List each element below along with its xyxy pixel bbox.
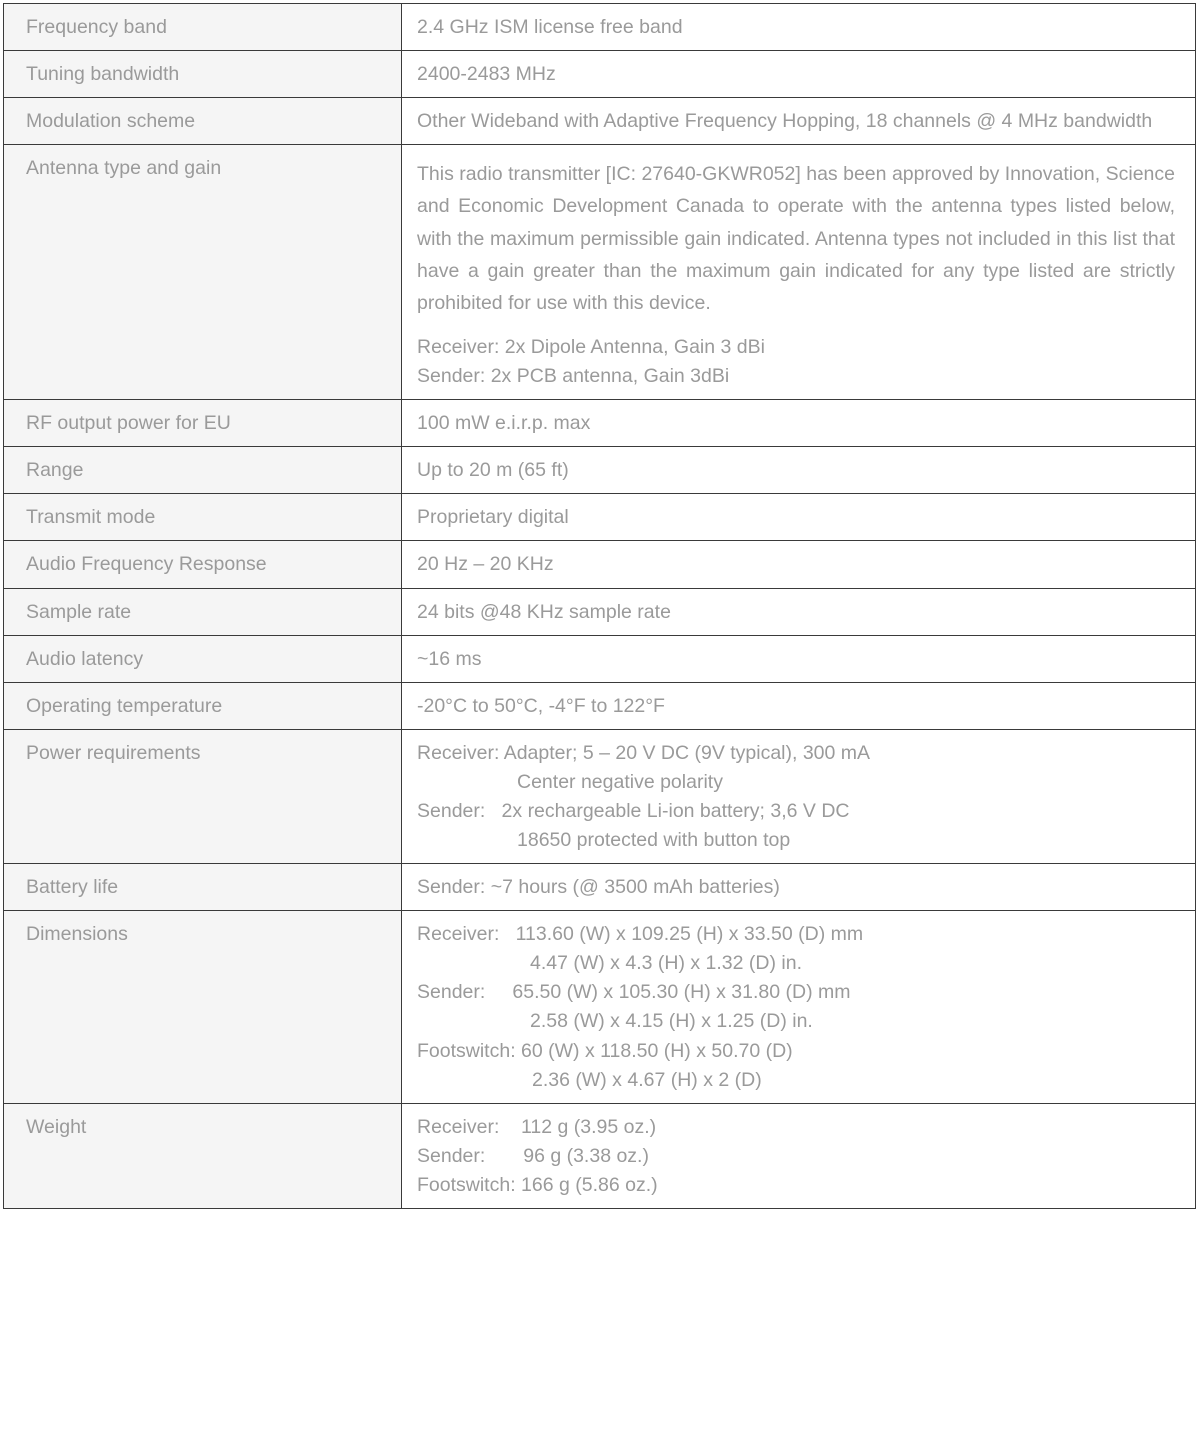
spec-label-cell	[4, 1103, 402, 1208]
spec-value-cell	[402, 98, 1196, 145]
table-row	[4, 682, 1196, 729]
spec-value-cell	[402, 145, 1196, 400]
table-row	[4, 400, 1196, 447]
spec-value-line: -20°C to 50°C, -4°F to 122°F	[417, 694, 665, 717]
spec-value-line: Up to 20 m (65 ft)	[417, 459, 569, 482]
spec-label-cell	[4, 729, 402, 863]
table-row	[4, 1103, 1196, 1208]
spec-value-cell	[402, 729, 1196, 863]
spec-value-line: Receiver: Adapter; 5 – 20 V DC (9V typical), 300 mA	[417, 741, 871, 764]
specifications-table-body	[4, 4, 1196, 1209]
spec-value-line: 2400-2483 MHz	[417, 63, 556, 86]
spec-label: Antenna type and gain	[26, 157, 222, 180]
spec-label-cell	[4, 541, 402, 588]
spec-label-cell	[4, 98, 402, 145]
spec-value-line: Receiver: 2x Dipole Antenna, Gain 3 dBi	[417, 336, 765, 359]
spec-value-line: Footswitch: 60 (W) x 118.50 (H) x 50.70 (D)	[417, 1039, 793, 1062]
spec-label: Battery life	[26, 876, 119, 899]
spec-value-line: Center negative polarity	[517, 770, 723, 793]
spec-value-cell	[402, 51, 1196, 98]
spec-value-cell	[402, 911, 1196, 1103]
spec-value-line: Sender: 65.50 (W) x 105.30 (H) x 31.80 (D) mm	[417, 981, 851, 1004]
spec-label-cell	[4, 635, 402, 682]
table-row	[4, 588, 1196, 635]
spec-label: Weight	[26, 1115, 87, 1138]
spec-label: Audio Frequency Response	[26, 553, 267, 576]
spec-value-line: Sender: 96 g (3.38 oz.)	[417, 1144, 649, 1167]
spec-label-cell	[4, 911, 402, 1103]
spec-value-line: Sender: 2x PCB antenna, Gain 3dBi	[417, 365, 730, 388]
spec-value-line: 2.58 (W) x 4.15 (H) x 1.25 (D) in.	[530, 1010, 813, 1033]
spec-label-cell	[4, 400, 402, 447]
spec-value-cell	[402, 494, 1196, 541]
table-row	[4, 635, 1196, 682]
spec-label: Dimensions	[26, 923, 128, 946]
spec-label: Power requirements	[26, 741, 201, 764]
spec-value-line: 20 Hz – 20 KHz	[417, 553, 554, 576]
table-row	[4, 447, 1196, 494]
spec-label-cell	[4, 494, 402, 541]
table-row	[4, 494, 1196, 541]
spec-value-cell	[402, 447, 1196, 494]
spec-value-line: Sender: 2x rechargeable Li-ion battery; 3,6 V DC	[417, 799, 850, 822]
table-row	[4, 729, 1196, 863]
spec-value-paragraph: This radio transmitter [IC: 27640-GKWR052] has been approved by Innovation, Science and Economic Development Canada to operate with the antenna types listed below, with the maximum permissible gain indicated. Antenna types not included in this list that have a gain greater than the maximum gain indicated for any type listed are strictly prohibited for use with this device.	[417, 163, 1175, 314]
spec-value-line: 24 bits @48 KHz sample rate	[417, 600, 671, 623]
table-row	[4, 864, 1196, 911]
spec-label: Operating temperature	[26, 694, 223, 717]
spec-label-cell	[4, 447, 402, 494]
spec-value-line: 2.36 (W) x 4.67 (H) x 2 (D)	[532, 1068, 762, 1091]
table-row	[4, 541, 1196, 588]
spec-label-cell	[4, 588, 402, 635]
table-row	[4, 911, 1196, 1103]
specifications-table	[3, 3, 1196, 1209]
spec-label-cell	[4, 145, 402, 400]
spec-label-cell	[4, 864, 402, 911]
spec-label-cell	[4, 51, 402, 98]
spec-value-cell	[402, 541, 1196, 588]
spec-value-cell	[402, 682, 1196, 729]
spec-label: RF output power for EU	[26, 412, 231, 435]
spec-value-line: Receiver: 112 g (3.95 oz.)	[417, 1115, 657, 1138]
spec-value-line: Sender: ~7 hours (@ 3500 mAh batteries)	[417, 876, 780, 899]
spec-label: Range	[26, 459, 84, 482]
spec-label: Sample rate	[26, 600, 132, 623]
spec-label-cell	[4, 682, 402, 729]
spec-value-line: 18650 protected with button top	[517, 829, 791, 852]
spec-value-line: ~16 ms	[417, 647, 482, 670]
table-row	[4, 98, 1196, 145]
spec-value-line: Proprietary digital	[417, 506, 569, 529]
spec-label: Transmit mode	[26, 506, 156, 529]
table-row	[4, 51, 1196, 98]
spec-value-cell	[402, 4, 1196, 51]
table-row	[4, 145, 1196, 400]
spec-value-cell	[402, 588, 1196, 635]
table-row	[4, 4, 1196, 51]
spec-value-cell	[402, 864, 1196, 911]
spec-label: Audio latency	[26, 647, 144, 670]
spec-value-line: 4.47 (W) x 4.3 (H) x 1.32 (D) in.	[530, 952, 802, 975]
spec-label-cell	[4, 4, 402, 51]
spec-label: Tuning bandwidth	[26, 63, 180, 86]
spec-value-line: Other Wideband with Adaptive Frequency Hopping, 18 channels @ 4 MHz bandwidth	[417, 110, 1153, 133]
spec-value-cell	[402, 400, 1196, 447]
spec-value-line: Footswitch: 166 g (5.86 oz.)	[417, 1173, 658, 1196]
spec-label: Modulation scheme	[26, 110, 196, 133]
spec-value-cell	[402, 635, 1196, 682]
spec-value-line: Receiver: 113.60 (W) x 109.25 (H) x 33.50 (D) mm	[417, 923, 864, 946]
spec-value-cell	[402, 1103, 1196, 1208]
spec-label: Frequency band	[26, 16, 167, 38]
spec-value-line: 2.4 GHz ISM license free band	[417, 16, 683, 38]
spec-value-line: 100 mW e.i.r.p. max	[417, 412, 591, 435]
